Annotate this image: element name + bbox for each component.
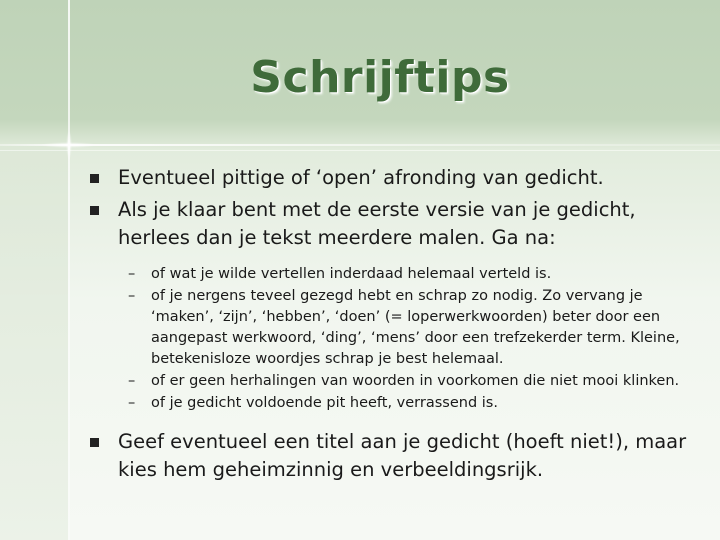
sub-bullet-text: of wat je wilde vertellen inderdaad helemaal verteld is. xyxy=(151,266,552,282)
sub-bullet-list xyxy=(90,264,690,414)
square-bullet-icon xyxy=(90,206,99,215)
sub-bullet-text: of je nergens teveel gezegd hebt en schrap zo nodig. Zo vervang je ‘maken’, ‘zijn’, ‘hebben’, ‘doen’ (= loperwerkwoorden) beter door een aangepast werkwoord, ‘ding’, ‘mens’ door een trefzekerder term. Kleine, betekenisloze woordjes schrap je best helemaal. xyxy=(151,288,680,367)
dash-bullet-icon: – xyxy=(128,266,136,282)
slide-title: Schrijftips xyxy=(250,52,510,103)
square-bullet-icon xyxy=(90,438,99,447)
bullet-text: Als je klaar bent met de eerste versie van je gedicht, herlees dan je tekst meerdere malen. Ga na: xyxy=(118,198,636,249)
bullet-item xyxy=(90,164,690,192)
sub-bullet-text: of er geen herhalingen van woorden in voorkomen die niet mooi klinken. xyxy=(151,373,680,389)
dash-bullet-icon: – xyxy=(128,373,136,389)
sub-bullet-item xyxy=(90,371,690,392)
horizontal-decor-line-secondary xyxy=(0,150,720,151)
dash-bullet-icon: – xyxy=(128,395,136,411)
sub-bullet-text: of je gedicht voldoende pit heeft, verrassend is. xyxy=(151,395,498,411)
sub-bullet-item xyxy=(90,264,690,285)
sub-bullet-item xyxy=(90,286,690,370)
bullet-text: Eventueel pittige of ‘open’ afronding van gedicht. xyxy=(118,166,604,189)
slide-content xyxy=(90,164,690,488)
left-decor-band xyxy=(0,145,68,540)
dash-bullet-icon: – xyxy=(128,288,136,304)
bullet-item xyxy=(90,428,690,484)
bullet-item xyxy=(90,196,690,252)
sub-bullet-item xyxy=(90,393,690,414)
square-bullet-icon xyxy=(90,174,99,183)
horizontal-decor-line xyxy=(0,144,720,146)
sparkle-horizontal-icon xyxy=(40,142,98,148)
bullet-text: Geef eventueel een titel aan je gedicht (hoeft niet!), maar kies hem geheimzinnig en verbeeldingsrijk. xyxy=(118,430,687,481)
